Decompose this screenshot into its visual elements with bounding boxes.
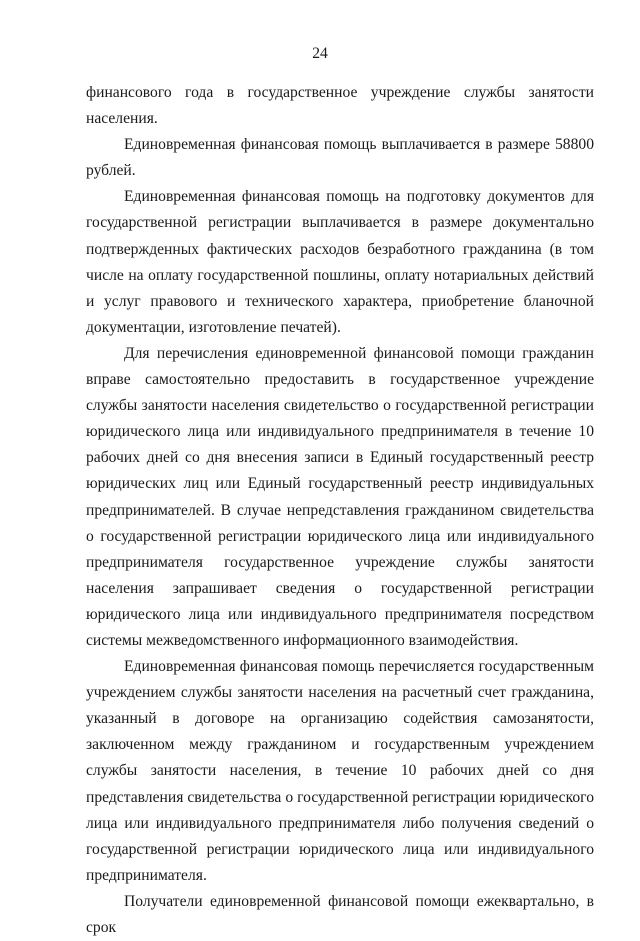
- paragraph-certificate-submission: Для перечисления единовременной финансовой помощи гражданин вправе самостоятельно предоставить в государственное учреждение службы занятости населения свидетельство о государственной регистрации юридического лица или индивидуального предпринимателя в течение 10 рабочих дней со дня внесения записи в Единый государственный реестр юридических лиц или Единый государственный реестр индивидуальных предпринимателей. В случае непредставления гражданином свидетельства о государственной регистрации юридического лица или индивидуального предпринимателя государственное учреждение службы занятости населения запрашивает сведения о государственной регистрации юридического лица или индивидуального предпринимателя посредством системы межведомственного информационного взаимодействия.: [86, 344, 594, 649]
- document-body: [86, 80, 594, 941]
- paragraph-recipients-reporting: Получатели единовременной финансовой помощи ежеквартально, в срок: [86, 892, 594, 936]
- page-number: 24: [312, 45, 328, 62]
- paragraph-continuation: финансового года в государственное учреждение службы занятости населения.: [86, 84, 594, 128]
- paragraph-payment-amount: Единовременная финансовая помощь выплачивается в размере 58800 рублей.: [86, 136, 594, 180]
- paragraph-transfer-to-account: Единовременная финансовая помощь перечисляется государственным учреждением службы занятости населения на расчетный счет гражданина, указанный в договоре на организацию содействия самозанятости, заключенном между гражданином и государственным учреждением службы занятости населения, в течение 10 рабочих дней со дня представления свидетельства о государственной регистрации юридического лица или индивидуального предпринимателя либо получения сведений о государственной регистрации юридического лица или индивидуального предпринимателя.: [86, 658, 594, 884]
- paragraph-registration-costs: Единовременная финансовая помощь на подготовку документов для государственной регистрации выплачивается в размере документально подтвержденных фактических расходов безработного гражданина (в том числе на оплату государственной пошлины, оплату нотариальных действий и услуг правового и технического характера, приобретение бланочной документации, изготовление печатей).: [86, 188, 594, 336]
